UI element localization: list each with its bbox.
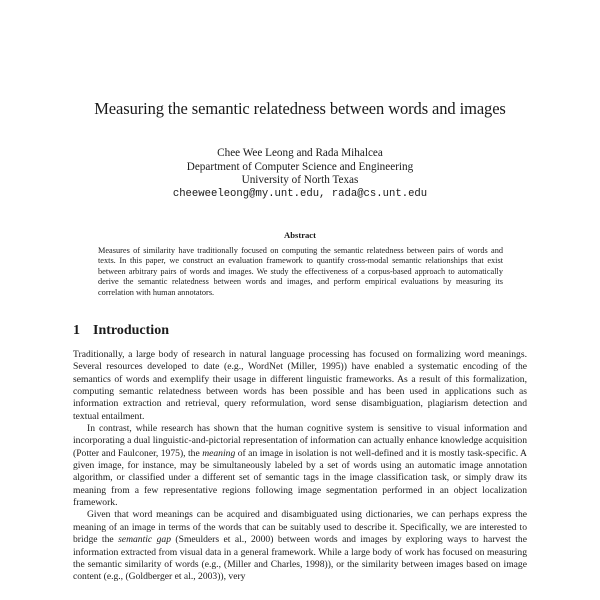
abstract-text: Measures of similarity have traditionally focused on computing the semantic relatedness between pairs of words and texts. In this paper, we construct an evaluation framework to quantify cross-modal semantic relationships that exist between arbitrary pairs of words and images. We study the effectiveness of a corpus-based approach to automatically derive the semantic relatedness between words and images, and perform empirical evaluations by measuring its correlation with human annotators. bbox=[98, 246, 503, 297]
author-department: Department of Computer Science and Engineering bbox=[186, 160, 414, 173]
section-heading bbox=[73, 322, 169, 339]
paragraph-1: Traditionally, a large body of research in natural language processing has focused on formalizing word meanings. Several resources developed to date (e.g., WordNet (Miller, 1995)) have enabled a systematic encoding of the semantics of words and exemplify their usage in different linguistic frameworks. As a result of this formalization, computing semantic relatedness between words has been possible and has been used in applications such as information extraction and retrieval, query reformulation, word sense disambiguation, plagiarism detection and textual entailment. bbox=[73, 349, 527, 422]
author-block bbox=[0, 147, 600, 201]
paragraph-2-part-a: In contrast, while research has shown that the human cognitive system is sensitive to visual information and incorporating a dual linguistic-and-pictorial representation of information can actually enhance knowledge acquisition (Potter and Faulconer, 1975), the bbox=[73, 423, 527, 459]
paper-title: Measuring the semantic relatedness between words and images bbox=[94, 99, 506, 118]
abstract-heading: Abstract bbox=[284, 230, 316, 240]
paragraph-2-part-b: of an image in isolation is not well-defined and it is mostly task-specific. A given image, for instance, may be simultaneously labeled by a set of words using an automatic image annotation algorithm, or classified under a different set of semantic tags in the image classification task, or simply draw its meaning from a few representative regions following image segmentation performed in an object localization framework. bbox=[73, 447, 527, 509]
author-emails: cheeweeleong@my.unt.edu, rada@cs.unt.edu bbox=[172, 187, 428, 200]
author-university: University of North Texas bbox=[241, 174, 359, 187]
section-number: 1 bbox=[73, 323, 80, 338]
paragraph-3-emphasis: semantic gap bbox=[118, 534, 171, 546]
paragraph-3-part-a: Given that word meanings can be acquired and disambiguated using dictionaries, we can perhaps express the meaning of an image in terms of the words that can be suitably used to describe it. Specifically, we are interested to bridge the bbox=[73, 509, 527, 546]
paragraph-2 bbox=[73, 423, 527, 509]
paragraph-3-part-b: (Smeulders et al., 2000) between words and images by exploring ways to harvest the information extracted from visual data in a general framework. While a large body of work has focused on measuring the semantic similarity of words (e.g., (Miller and Charles, 1998)), or the similarity between images based on image content (e.g., (Goldberger et al., 2003)), very bbox=[73, 534, 527, 583]
paragraph-2-emphasis: meaning bbox=[202, 447, 236, 459]
section-title: Introduction bbox=[93, 323, 169, 338]
section-body bbox=[73, 349, 527, 584]
author-names: Chee Wee Leong and Rada Mihalcea bbox=[217, 147, 383, 159]
paragraph-3 bbox=[73, 509, 527, 583]
